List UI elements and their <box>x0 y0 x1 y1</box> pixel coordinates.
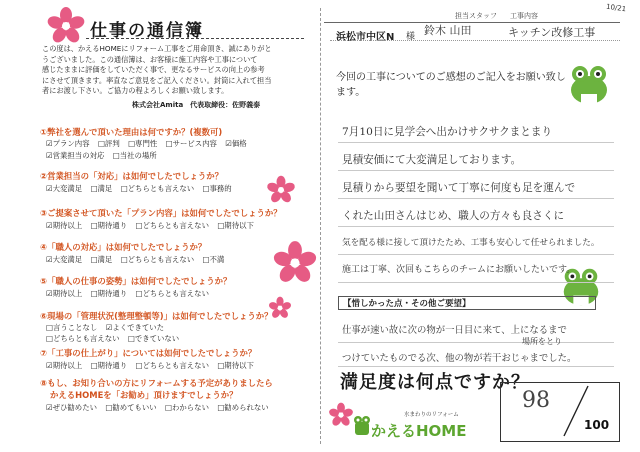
option[interactable]: □どちらとも言えない <box>135 361 209 370</box>
option[interactable]: □期待以下 <box>217 221 254 230</box>
question-5: ⑤「職人の仕事の姿勢」は如何でしたでしょうか？ <box>40 276 232 286</box>
question-6-options <box>46 322 170 333</box>
option[interactable]: □満足 <box>90 255 113 264</box>
comment-line: くれた山田さんはじめ、職人の方々も良さくに <box>342 210 565 222</box>
option[interactable]: □不満 <box>202 255 225 264</box>
question-8-line2: かえるHOMEを「お勧め」頂けますでしょうか？ <box>50 390 238 400</box>
option[interactable]: □勧められない <box>217 403 269 412</box>
staff-label: 担当スタッフ <box>455 12 497 20</box>
ruled-line <box>338 226 614 227</box>
company-logo: かえるHOME <box>371 422 467 440</box>
option[interactable]: □期待以下 <box>217 361 254 370</box>
ruled-line <box>338 198 614 199</box>
option[interactable]: ☑期待以上 <box>46 361 83 370</box>
sakura-icon <box>268 296 292 320</box>
option[interactable]: □どちらとも言えない <box>135 221 209 230</box>
option[interactable]: □期待通り <box>90 361 128 370</box>
question-4: ④「職人の対応」は如何でしたでしょうか？ <box>40 242 207 252</box>
option[interactable]: ☑よくできていた <box>105 323 165 332</box>
question-7-options <box>46 360 260 371</box>
option[interactable]: □専門性 <box>128 139 158 148</box>
option[interactable]: □事務的 <box>202 184 232 193</box>
question-4-options <box>46 254 230 265</box>
score-max: 100 <box>584 418 610 432</box>
question-1-options <box>46 138 253 149</box>
title-divider <box>86 38 304 39</box>
option[interactable]: □どちらとも言えない <box>46 334 120 343</box>
question-2: ②営業担当の「対応」は如何でしたでしょうか？ <box>40 171 223 181</box>
question-7: ⑦「工事の仕上がり」については如何でしたでしょうか？ <box>40 348 257 358</box>
handwritten-staff: 鈴木 山田 <box>424 24 472 37</box>
comment-line: 気を配る様に接して頂けたため、工事も安心して任せられました。 <box>342 238 600 248</box>
handwritten-date: 10/21 <box>605 2 627 14</box>
option[interactable]: □言うことなし <box>46 323 98 332</box>
question-8-options <box>46 402 275 413</box>
sakura-icon <box>266 175 296 205</box>
question-6-options-row2 <box>46 333 185 344</box>
option[interactable]: □期待通り <box>90 221 128 230</box>
intro-line: にさせて頂きます。率直なご意見をご記入ください。封筒に入れて担当 <box>42 75 272 85</box>
option[interactable]: □勧めてもいい <box>105 403 157 412</box>
frog-mascot-icon <box>565 60 613 106</box>
question-5-options <box>46 288 215 299</box>
underline <box>330 40 620 41</box>
question-8: ⑧もし、お知り合いの方にリフォームする予定がありましたら <box>40 378 273 388</box>
question-6: ⑥現場の「管理状況(整理整頓等)」は如何でしたでしょうか？ <box>40 311 273 321</box>
sakura-icon <box>46 6 86 46</box>
intro-line: 者にお渡し下さい。ご協力の程よろしくお願い致します。 <box>42 86 229 96</box>
page-title: 仕事の通信簿 <box>90 21 204 41</box>
header-line <box>324 22 620 23</box>
option[interactable]: ☑価格 <box>225 139 247 148</box>
ruled-line <box>338 366 614 367</box>
comment-line: 見積りから要望を聞いて丁寧に何度も足を運んで <box>342 182 576 194</box>
option[interactable]: □期待通り <box>90 289 128 298</box>
question-3-options <box>46 220 260 231</box>
option[interactable]: □満足 <box>90 184 113 193</box>
logo-tagline: 水まわりのリフォーム <box>404 412 459 418</box>
sakura-icon <box>328 402 354 428</box>
customer-honorific: 様 <box>406 32 416 42</box>
score-value: 98 <box>522 388 550 413</box>
option[interactable]: □どちらとも言えない <box>120 255 195 264</box>
customer-city: 浜松市中区N <box>336 32 395 43</box>
intro-text <box>42 44 304 97</box>
comment-line: 見積安価にて大変満足しております。 <box>342 154 522 166</box>
sakura-icon <box>272 240 318 286</box>
option[interactable]: □できていない <box>127 334 180 343</box>
company-signature: 株式会社Amita 代表取締役：佐野義泰 <box>132 101 261 109</box>
intro-line: この度は、かえるHOMEにリフォーム工事をご用命頂き、誠にありがと <box>42 44 272 53</box>
trouble-note: 場所をとり <box>522 337 562 346</box>
handwritten-work: キッチン改修工事 <box>508 26 596 39</box>
request-text: 今回の工事についてのご感想のご記入をお願い致します。 <box>336 72 566 98</box>
frog-logo-icon <box>352 414 372 436</box>
satisfaction-question: 満足度は何点ですか？ <box>340 372 530 393</box>
option[interactable]: ☑プラン内容 <box>46 139 90 148</box>
troubles-header: 【惜しかった点・その他ご要望】 <box>338 296 596 310</box>
option[interactable]: ☑大変満足 <box>46 184 83 193</box>
intro-line: 感じたままに評価をしていただく事で、更なるサービスの向上の参考 <box>42 65 265 75</box>
ruled-line <box>338 282 614 283</box>
ruled-line <box>338 170 614 171</box>
question-1: ①弊社を選んで頂いた理由は何ですか？(複数可) <box>40 127 223 137</box>
question-3: ③ご提案させて頂いた「プラン内容」は如何でしたでしょうか？ <box>40 208 282 218</box>
trouble-line: つけていたものでる次、他の物が若干おじゃまでした。 <box>342 353 577 364</box>
work-label: 工事内容 <box>510 12 538 20</box>
ruled-line <box>338 142 614 143</box>
option[interactable]: □どちらとも言えない <box>120 184 195 193</box>
option[interactable]: ☑期待以上 <box>46 289 83 298</box>
comment-line: 施工は丁寧、次回もこちらのチームにお願いしたいです。 <box>342 265 576 275</box>
question-1-options-row2 <box>46 150 163 161</box>
comment-line: 7月10日に見学会へ出かけサクサクまとまり <box>342 126 553 138</box>
option[interactable]: □当社の場所 <box>112 151 157 160</box>
option[interactable]: ☑大変満足 <box>46 255 83 264</box>
question-2-options <box>46 183 238 194</box>
option[interactable]: □サービス内容 <box>165 139 217 148</box>
trouble-line: 仕事が速い故に次の物が一日目に来て、上になるまで <box>342 325 567 336</box>
option[interactable]: ☑ぜひ勧めたい <box>46 403 97 412</box>
column-divider <box>320 8 321 444</box>
option[interactable]: □どちらとも言えない <box>135 289 209 298</box>
ruled-line <box>338 342 614 343</box>
option[interactable]: ☑営業担当の対応 <box>46 151 105 160</box>
ruled-line <box>338 254 614 255</box>
intro-line: うございました。この通信簿は、お客様に施工内容や工事について <box>42 54 258 64</box>
option[interactable]: ☑期待以上 <box>46 221 83 230</box>
option[interactable]: □評判 <box>97 139 120 148</box>
option[interactable]: □わからない <box>165 403 209 412</box>
